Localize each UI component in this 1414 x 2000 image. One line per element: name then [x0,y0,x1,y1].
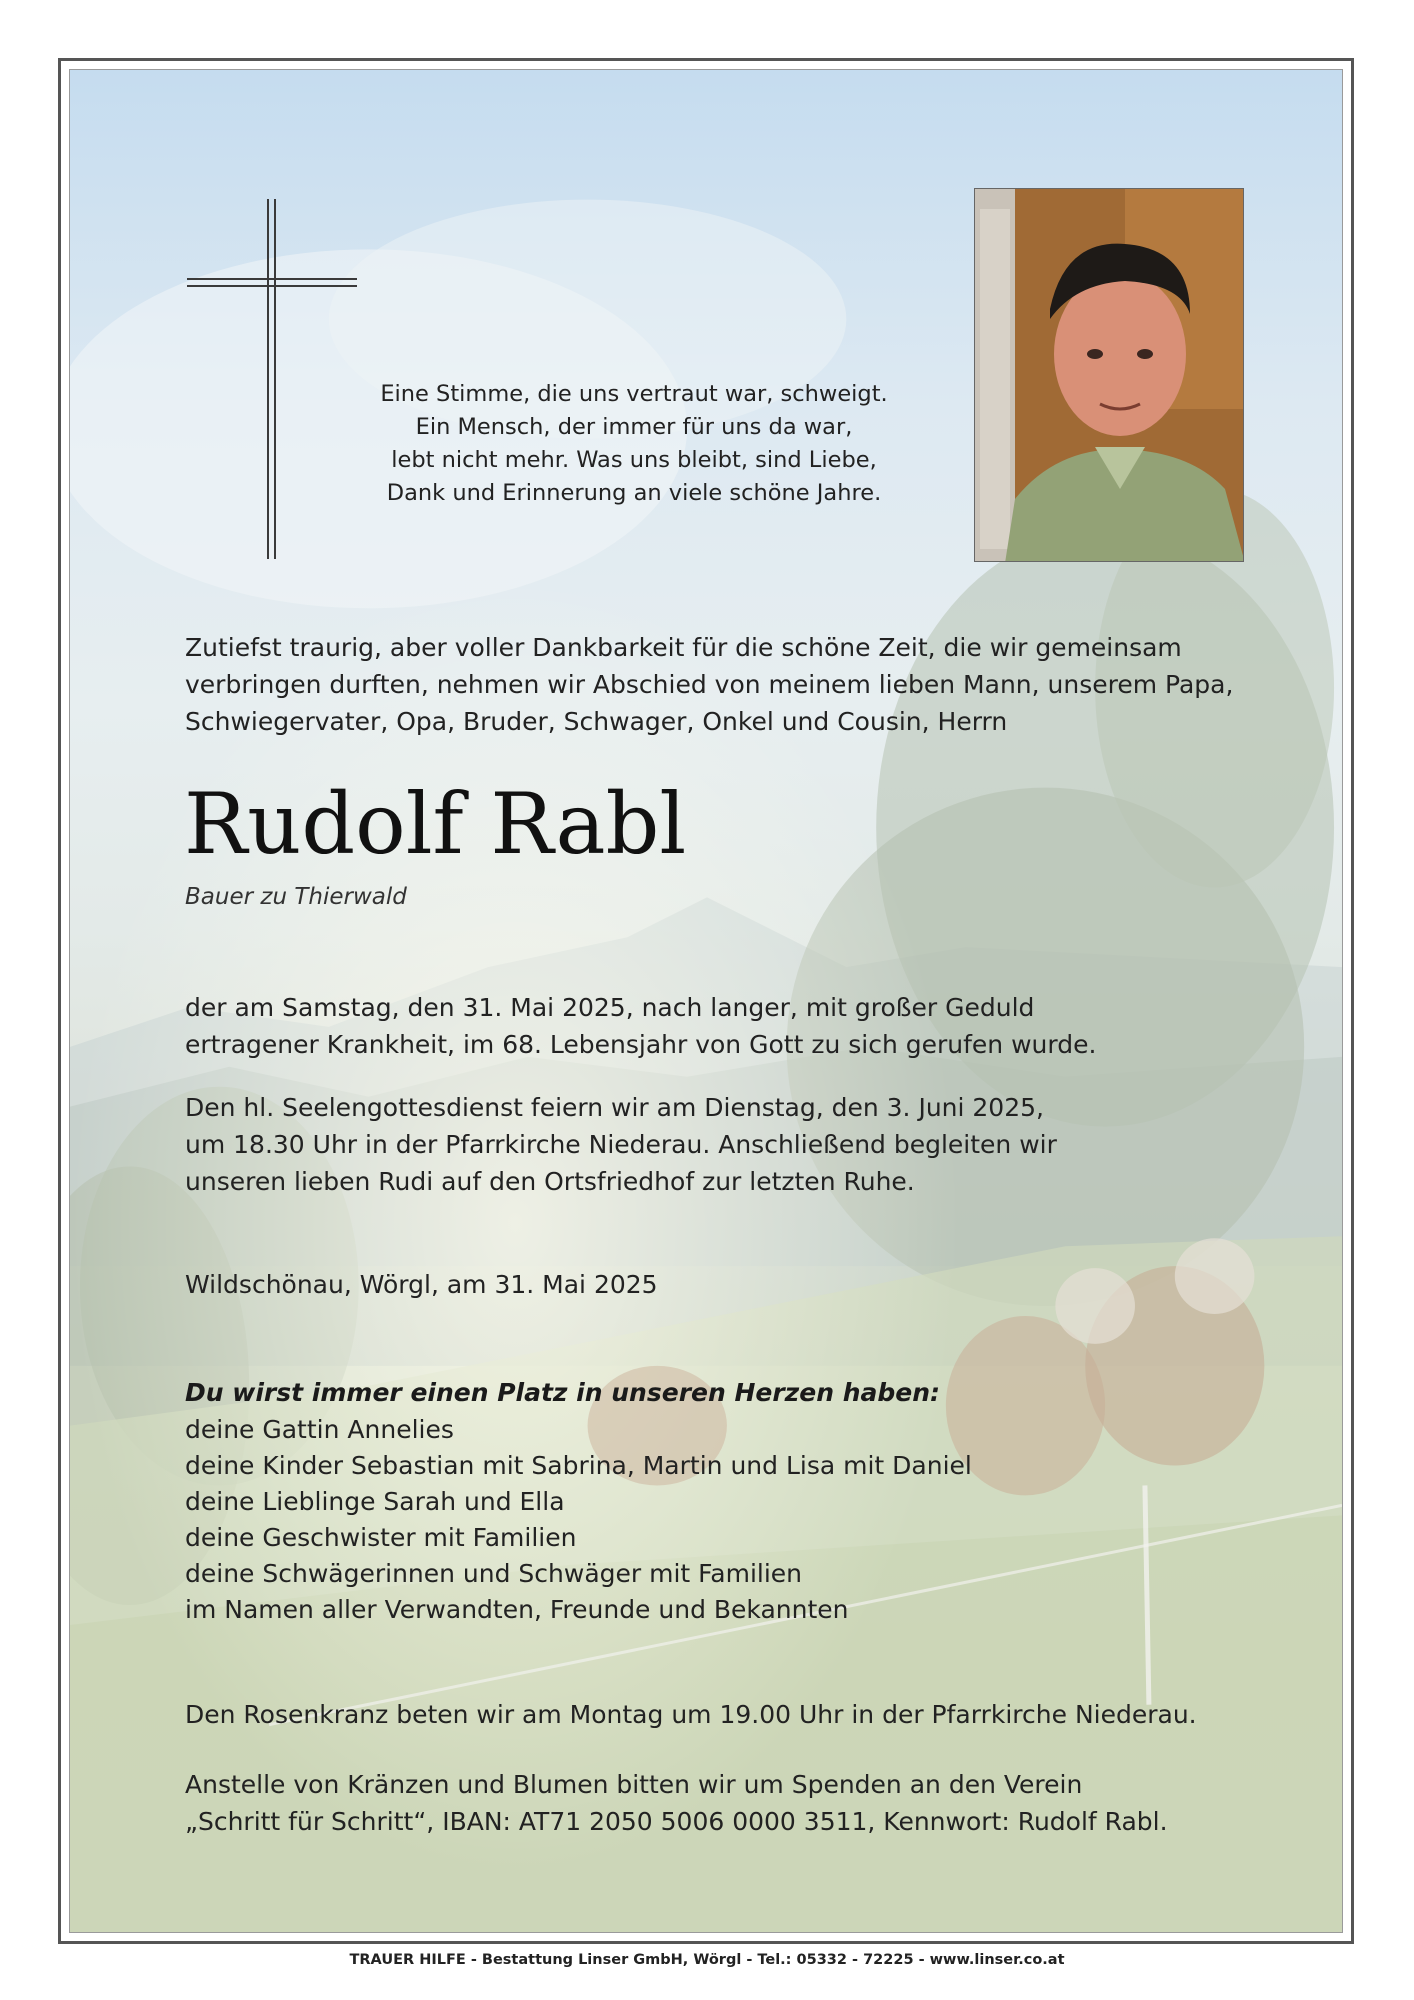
poem-line: Ein Mensch, der immer für uns da war, [415,414,853,440]
mourners-list [185,1412,972,1628]
death-notice-line: der am Samstag, den 31. Mai 2025, nach langer, mit großer Geduld [185,993,1035,1022]
mourner-line: deine Schwägerinnen und Schwäger mit Familien [185,1559,803,1588]
poem [344,378,924,510]
footer-credit: TRAUER HILFE - Bestattung Linser GmbH, Wörgl - Tel.: 05332 - 72225 - www.linser.co.at [349,1952,1065,1968]
death-notice-line: ertragener Krankheit, im 68. Lebensjahr von Gott zu sich gerufen wurde. [185,1030,1097,1059]
intro-line: Zutiefst traurig, aber voller Dankbarkeit für die schöne Zeit, die wir gemeinsam [185,633,1182,662]
poem-line: Dank und Erinnerung an viele schöne Jahre. [386,480,882,506]
obituary-frame [58,58,1354,1944]
portrait-photo [974,188,1244,562]
donation-line: „Schritt für Schritt“, IBAN: AT71 2050 5006 0000 3511, Kennwort: Rudolf Rabl. [185,1807,1168,1836]
poem-line: lebt nicht mehr. Was uns bleibt, sind Liebe, [391,447,877,473]
deceased-occupation: Bauer zu Thierwald [185,884,407,910]
rosary-info: Den Rosenkranz beten wir am Montag um 19.00 Uhr in der Pfarrkirche Niederau. [185,1700,1197,1729]
mourner-line: deine Lieblinge Sarah und Ella [185,1487,565,1516]
intro-text [185,629,1233,740]
intro-line: verbringen durften, nehmen wir Abschied von meinem lieben Mann, unserem Papa, [185,670,1234,699]
service-line: unseren lieben Rudi auf den Ortsfriedhof zur letzten Ruhe. [185,1167,915,1196]
place-date: Wildschönau, Wörgl, am 31. Mai 2025 [185,1270,658,1299]
service-info [185,1089,1057,1200]
donation-info [185,1766,1168,1840]
service-line: um 18.30 Uhr in der Pfarrkirche Niederau. Anschließend begleiten wir [185,1130,1057,1159]
intro-line: Schwiegervater, Opa, Bruder, Schwager, Onkel und Cousin, Herrn [185,707,1008,736]
poem-line: Eine Stimme, die uns vertraut war, schweigt. [380,381,888,407]
death-notice [185,989,1096,1063]
mourners-title: Du wirst immer einen Platz in unseren Herzen haben: [185,1378,941,1407]
donation-line: Anstelle von Kränzen und Blumen bitten wir um Spenden an den Verein [185,1770,1083,1799]
cross-icon [187,199,357,559]
obituary-card [69,69,1343,1933]
service-line: Den hl. Seelengottesdienst feiern wir am Dienstag, den 3. Juni 2025, [185,1093,1044,1122]
mourner-line: im Namen aller Verwandten, Freunde und Bekannten [185,1595,849,1624]
mourner-line: deine Geschwister mit Familien [185,1523,577,1552]
mourner-line: deine Kinder Sebastian mit Sabrina, Martin und Lisa mit Daniel [185,1451,972,1480]
mourner-line: deine Gattin Annelies [185,1415,454,1444]
portrait-image [975,189,1244,562]
deceased-name: Rudolf Rabl [184,775,687,873]
